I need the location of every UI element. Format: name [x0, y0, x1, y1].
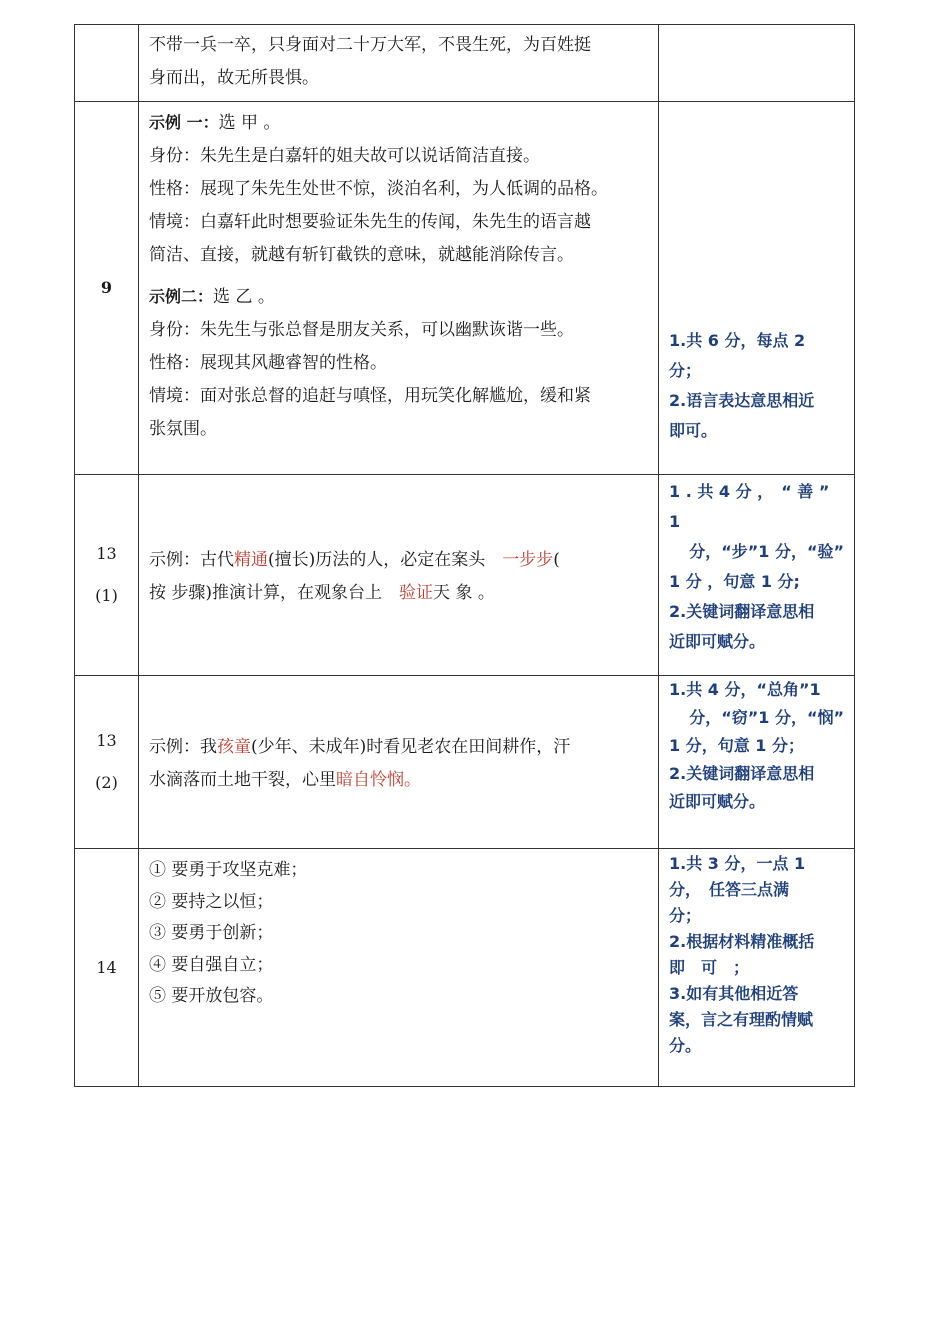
situation-line: 情境：面对张总督的追赶与嗔怪，用玩笑化解尴尬，缓和紧	[149, 386, 591, 406]
score-line: 1.共 3 分，一点 1	[669, 854, 806, 873]
situation-line: 简洁、直接，就越有斩钉截铁的意味，就越能消除传言。	[149, 245, 574, 265]
list-item: ③ 要勇于创新；	[149, 923, 274, 943]
keyword: 一步步	[502, 550, 554, 570]
score-line: 2.关键词翻译意思相	[669, 602, 815, 621]
score-line: 案，言之有理酌情赋	[669, 1010, 814, 1029]
keyword: 精通	[234, 550, 268, 570]
identity-line: 身份：朱先生与张总督是朋友关系，可以幽默诙谐一些。	[149, 320, 574, 340]
answer-sheet	[74, 24, 854, 1087]
score-line: 1.共 4 分，“总角”1	[669, 680, 821, 699]
list-item: ④ 要自强自立；	[149, 954, 274, 975]
answer-text: (	[553, 550, 560, 570]
answer-text: 天 象 。	[433, 583, 495, 603]
question-number-cell	[75, 25, 139, 102]
answer-cell	[139, 25, 659, 102]
answer-cell	[139, 102, 659, 475]
table-row-q9	[75, 102, 855, 475]
score-line: 分。	[669, 1036, 702, 1055]
question-subnumber: (1)	[95, 586, 118, 605]
situation-line: 张氛围。	[149, 419, 217, 439]
answer-text: 示例：我	[149, 737, 217, 757]
table-row-q14	[75, 849, 855, 1087]
score-line: 1 . 共 4 分 ， “ 善 ” 1	[669, 482, 830, 531]
score-line: 即可。	[669, 421, 718, 440]
score-line: 1 分，句意 1 分；	[669, 736, 804, 755]
score-line: 即 可 ；	[669, 958, 750, 977]
score-cell	[659, 25, 855, 102]
answer-text: (少年、未成年)时看见老农在田间耕作，汗	[251, 737, 571, 757]
answer-cell	[139, 849, 659, 1087]
list-item: ⑤ 要开放包容。	[149, 986, 274, 1006]
question-number-cell	[75, 676, 139, 849]
character-line: 性格：展现其风趣睿智的性格。	[149, 353, 387, 373]
character-line: 性格：展现了朱先生处世不惊，淡泊名利，为人低调的品格。	[149, 179, 608, 199]
answer-line: 不带一兵一卒，只身面对二十万大军，不畏生死，为百姓挺	[149, 35, 591, 55]
question-number: 13	[96, 544, 117, 563]
score-line: 分；	[669, 906, 702, 925]
answer-cell	[139, 475, 659, 676]
keyword: 验证	[399, 583, 434, 603]
score-cell	[659, 475, 855, 676]
question-number: 13	[96, 731, 117, 750]
answer-cell	[139, 676, 659, 849]
table-row-continuation	[75, 25, 855, 102]
score-line: 2.关键词翻译意思相	[669, 764, 815, 783]
score-line: 分，“步”1 分，“验”	[689, 542, 844, 561]
example-choice: 选 甲 。	[218, 113, 281, 133]
answer-text: 水滴落而土地干裂，心里	[149, 770, 336, 790]
score-line: 分；	[669, 361, 702, 380]
question-number: 14	[75, 849, 139, 1087]
keyword: 暗自怜悯。	[336, 770, 421, 790]
list-item: ① 要勇于攻坚克难；	[149, 860, 308, 880]
question-subnumber: (2)	[95, 773, 118, 792]
answer-table	[74, 24, 855, 1087]
score-line: 2.根据材料精准概括	[669, 932, 815, 951]
score-line: 近即可赋分。	[669, 792, 766, 811]
score-line: 近即可赋分。	[669, 632, 766, 651]
score-cell	[659, 102, 855, 475]
question-number-cell	[75, 475, 139, 676]
example-choice: 选 乙 。	[213, 287, 275, 307]
example-label: 示例 一：	[149, 113, 219, 132]
list-item: ② 要持之以恒；	[149, 891, 274, 912]
answer-text: 按 步骤)推演计算，在观象台上	[149, 583, 400, 603]
score-cell	[659, 849, 855, 1087]
answer-text: (擅长)历法的人，必定在案头	[268, 550, 503, 570]
score-line: 分，“窃”1 分，“悯”	[689, 708, 844, 727]
keyword: 孩童	[217, 737, 251, 757]
score-line: 1.共 6 分，每点 2	[669, 331, 806, 350]
example-label: 示例二：	[149, 287, 214, 306]
answer-text: 示例：古代	[149, 550, 234, 570]
table-row-q13-2	[75, 676, 855, 849]
answer-line: 身而出，故无所畏惧。	[149, 68, 319, 88]
situation-line: 情境：白嘉轩此时想要验证朱先生的传闻，朱先生的语言越	[149, 212, 591, 232]
question-number: 9	[75, 102, 139, 475]
table-row-q13-1	[75, 475, 855, 676]
score-line: 1 分 ，句意 1 分;	[669, 572, 800, 591]
score-cell	[659, 676, 855, 849]
identity-line: 身份：朱先生是白嘉轩的姐夫故可以说话简洁直接。	[149, 146, 540, 166]
score-line: 分， 任答三点满	[669, 880, 790, 899]
score-line: 3.如有其他相近答	[669, 984, 799, 1003]
score-line: 2.语言表达意思相近	[669, 391, 815, 410]
